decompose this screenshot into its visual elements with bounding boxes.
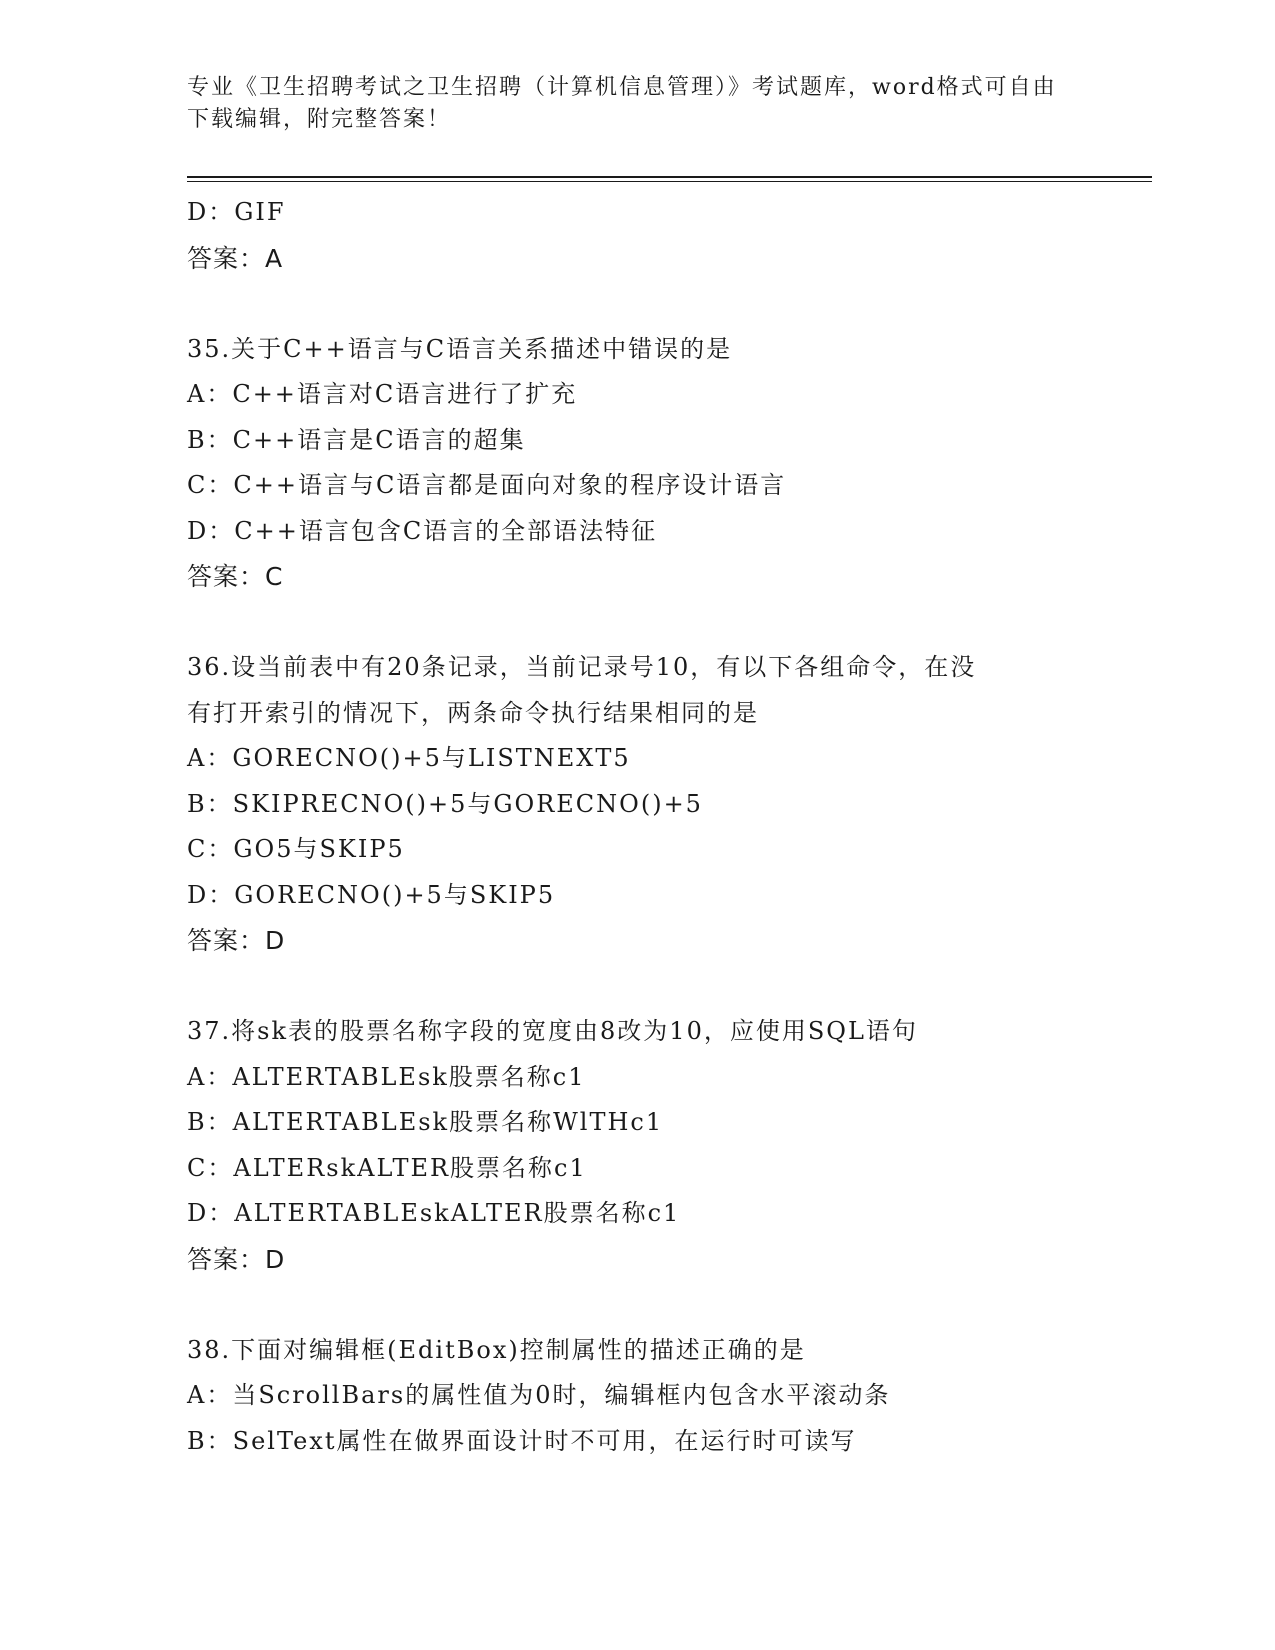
answer-label: 答案： bbox=[187, 562, 266, 591]
question-spacer bbox=[187, 600, 1087, 646]
option-line: A：GORECNO()+5与LISTNEXT5 bbox=[187, 744, 631, 772]
header-divider-thick bbox=[187, 176, 1152, 178]
answer-value: D bbox=[265, 926, 286, 955]
answer-line bbox=[187, 918, 1087, 964]
option-line: B：C++语言是C语言的超集 bbox=[187, 425, 526, 454]
option-line: C：ALTERskALTER股票名称c1 bbox=[187, 1153, 587, 1182]
option-line: C：C++语言与C语言都是面向对象的程序设计语言 bbox=[187, 471, 787, 499]
question-stem: 35.关于C++语言与C语言关系描述中错误的是 bbox=[187, 334, 733, 363]
answer-line bbox=[187, 1237, 1087, 1283]
option-line: C：GO5与SKIP5 bbox=[187, 835, 405, 863]
answer-label: 答案： bbox=[187, 243, 266, 273]
option-line: A：当ScrollBars的属性值为0时，编辑框内包含水平滚动条 bbox=[187, 1381, 891, 1409]
answer-label: 答案： bbox=[187, 1244, 266, 1274]
answer-value: D bbox=[265, 1244, 286, 1274]
question-spacer bbox=[187, 1282, 1087, 1328]
question-spacer bbox=[187, 281, 1087, 327]
question-block bbox=[187, 645, 1087, 1009]
question-stem: 38.下面对编辑框(EditBox)控制属性的描述正确的是 bbox=[187, 1335, 806, 1364]
option-line: D：C++语言包含C语言的全部语法特征 bbox=[187, 516, 658, 545]
answer-value: C bbox=[265, 562, 284, 591]
page-header: 专业《卫生招聘考试之卫生招聘（计算机信息管理）》考试题库，word格式可自由下载编辑，附完整答案！ bbox=[187, 75, 1057, 132]
question-list bbox=[187, 190, 1087, 1464]
answer-line bbox=[187, 236, 1087, 282]
question-stem-continued: 有打开索引的情况下，两条命令执行结果相同的是 bbox=[187, 698, 759, 727]
question-block bbox=[187, 327, 1087, 646]
answer-label: 答案： bbox=[187, 926, 266, 955]
option-line: B：SelText属性在做界面设计时不可用，在运行时可读写 bbox=[187, 1426, 857, 1455]
question-stem: 36.设当前表中有20条记录，当前记录号10，有以下各组命令，在没 bbox=[187, 653, 977, 681]
option-line: A：C++语言对C语言进行了扩充 bbox=[187, 380, 578, 408]
question-block bbox=[187, 1328, 1087, 1465]
question-stem: 37.将sk表的股票名称字段的宽度由8改为10，应使用SQL语句 bbox=[187, 1017, 918, 1045]
option-line: D：GIF bbox=[187, 198, 286, 226]
option-line: D：ALTERTABLEskALTER股票名称c1 bbox=[187, 1199, 681, 1227]
option-line: B：ALTERTABLEsk股票名称WlTHc1 bbox=[187, 1108, 664, 1136]
question-block-previous bbox=[187, 190, 1087, 327]
question-spacer bbox=[187, 964, 1087, 1010]
header-divider-thin bbox=[187, 181, 1152, 182]
option-line: A：ALTERTABLEsk股票名称c1 bbox=[187, 1062, 586, 1091]
answer-line bbox=[187, 554, 1087, 600]
option-line: B：SKIPRECNO()+5与GORECNO()+5 bbox=[187, 789, 703, 818]
question-block bbox=[187, 1009, 1087, 1328]
answer-value: A bbox=[265, 243, 284, 273]
option-line: D：GORECNO()+5与SKIP5 bbox=[187, 880, 556, 909]
